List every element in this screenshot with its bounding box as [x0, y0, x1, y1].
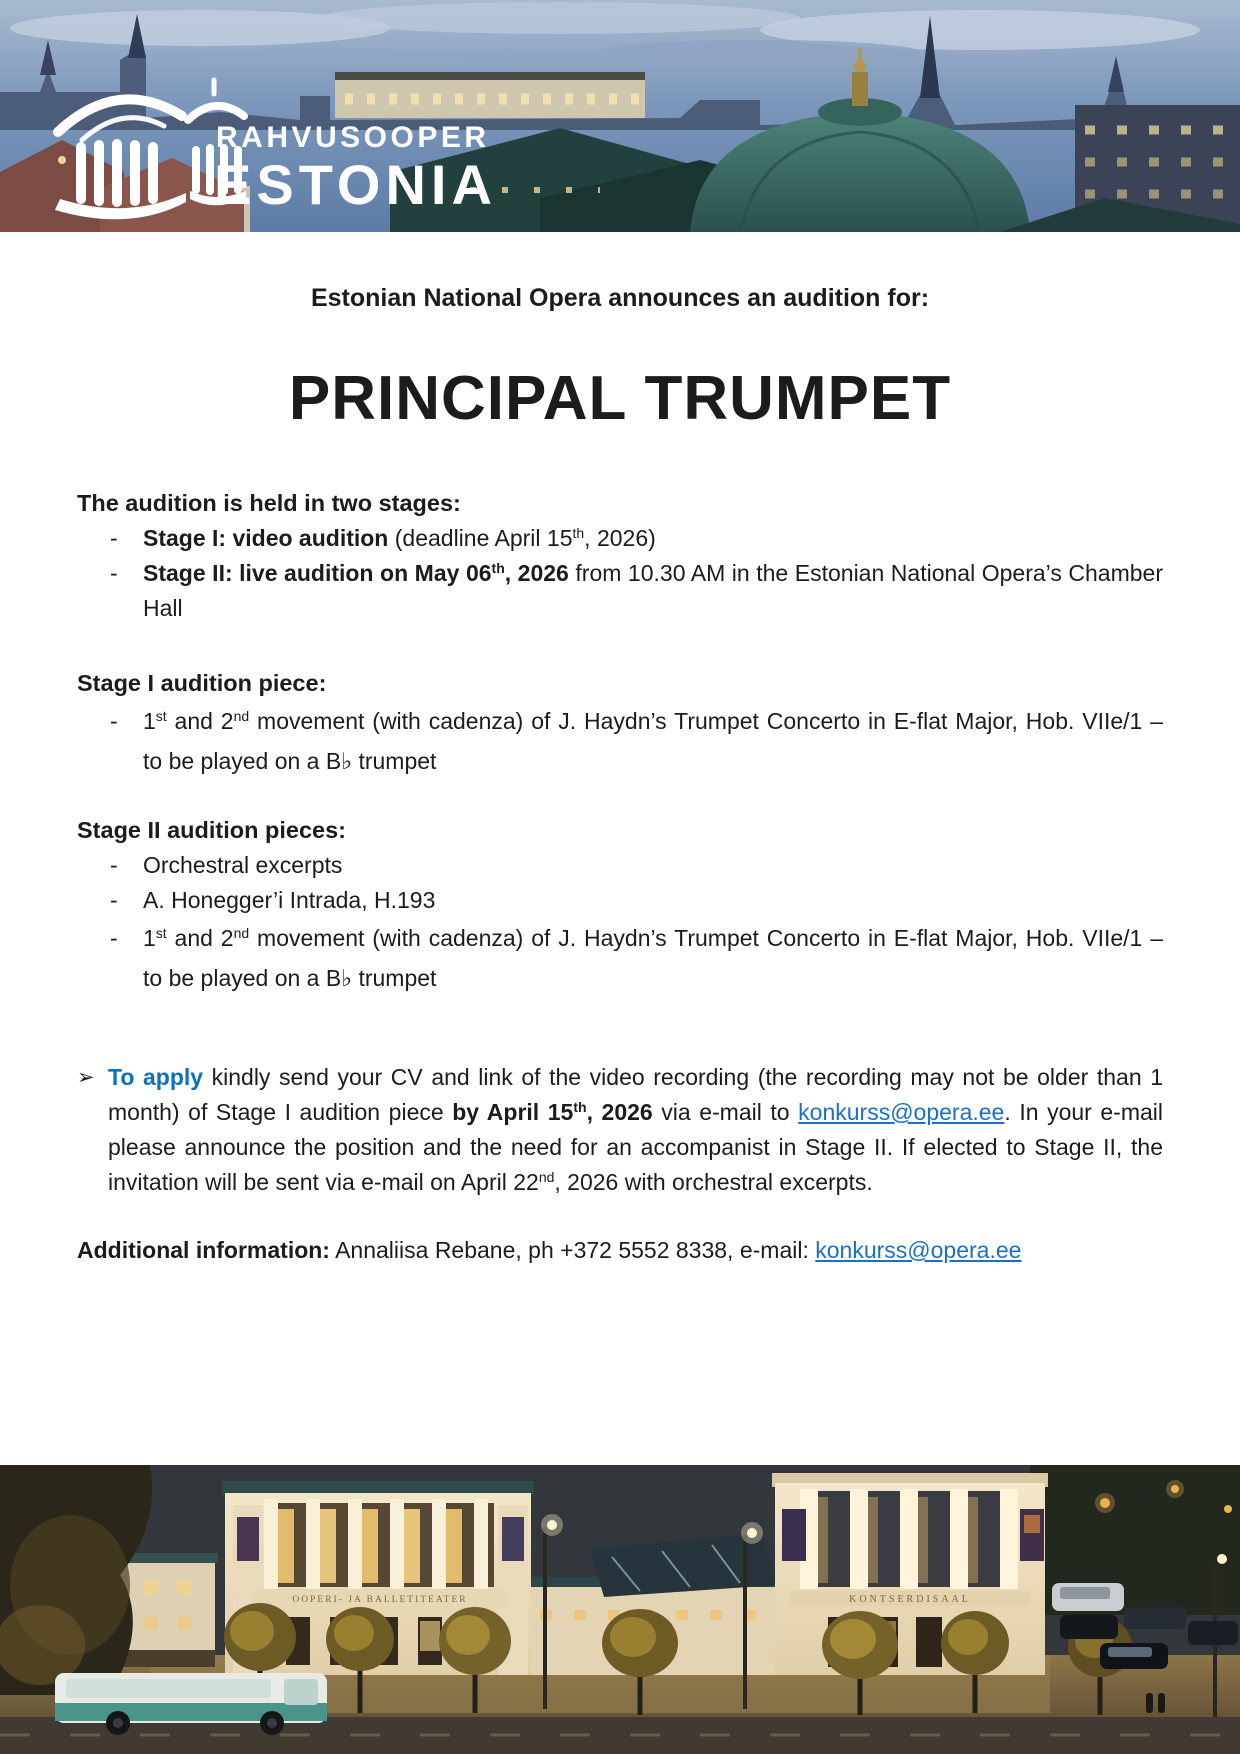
stage2-piece-item-1: [77, 848, 1163, 883]
stages-heading: The audition is held in two stages:: [77, 490, 461, 516]
contact-label: Additional information:: [77, 1237, 330, 1263]
apply-t4: , 2026 with orchestral excerpts.: [554, 1169, 873, 1195]
bullet-dash: -: [110, 708, 118, 734]
header-photo-tallinn-skyline: [0, 0, 1240, 232]
stage2-piece-3-rest: movement (with cadenza) of J. Haydn’s Trumpet Concerto in E-flat Major, Hob. VIIe/1 – to be played on a B♭ trumpet: [143, 925, 1163, 991]
ordinal-1: 1: [143, 925, 156, 951]
stage-overview-item-1: [77, 521, 1163, 556]
stage1-piece-item: [77, 701, 1163, 781]
document-body: [77, 232, 1163, 1291]
stage-overview-item-2: [77, 556, 1163, 626]
stage2-piece-2-text: A. Honegger’i Intrada, H.193: [143, 887, 436, 913]
announcement-line: Estonian National Opera announces an audition for:: [310, 284, 930, 312]
position-title: PRINCIPAL TRUMPET: [288, 364, 952, 433]
superscript-nd: nd: [233, 925, 250, 941]
bullet-dash: -: [110, 560, 118, 586]
stage2-piece-3-text: [143, 918, 1163, 998]
superscript-nd: nd: [233, 708, 250, 724]
stage1-overview-tail: , 2026): [584, 525, 656, 551]
apply-arrow-bullet: ➢: [77, 1066, 95, 1089]
stage1-piece-rest: movement (with cadenza) of J. Haydn’s Trumpet Concerto in E-flat Major, Hob. VIIe/1 – to be played on a B♭ trumpet: [143, 708, 1163, 774]
bullet-dash: -: [110, 852, 118, 878]
contact-text: Annaliisa Rebane, ph +372 5552 8338, e-mail:: [329, 1237, 816, 1263]
bullet-dash: -: [110, 887, 118, 913]
superscript-th: th: [573, 1099, 587, 1115]
bullet-dash: -: [110, 525, 118, 551]
stage1-piece-text: [143, 701, 1163, 781]
stage2-piece-item-2: [77, 883, 1163, 918]
stage2-overview-regular: from 10.30 AM in the Estonian National Opera’s Chamber Hall: [143, 560, 1163, 621]
stage2-piece-1-text: Orchestral excerpts: [143, 852, 343, 878]
superscript-th: th: [491, 560, 505, 576]
ordinal-1: 1: [143, 708, 156, 734]
stage1-overview-text: [143, 521, 1163, 556]
apply-paragraph: [77, 1060, 1163, 1200]
superscript-st: st: [155, 925, 167, 941]
stage1-overview-bold: Stage I: video audition: [143, 525, 395, 551]
footer-photo-opera-house: [0, 1465, 1240, 1754]
logo-text-rahvusooper: RAHVUSOOPER: [216, 121, 490, 154]
stage2-pieces-heading: Stage II audition pieces:: [77, 817, 346, 843]
apply-deadline-bold-tail: , 2026: [586, 1099, 653, 1125]
stage1-piece-heading: Stage I audition piece:: [77, 670, 327, 696]
facade-text-opera-ballet-theatre: OOPERI- JA BALLETITEATER: [292, 1595, 468, 1605]
superscript-st: st: [155, 708, 167, 724]
apply-deadline-bold: by April 15: [452, 1099, 574, 1125]
contact-email-link[interactable]: konkurss@opera.ee: [815, 1237, 1022, 1263]
superscript-th: th: [572, 525, 585, 541]
header-photo-illustration: [0, 0, 1240, 232]
stage2-piece-item-3: [77, 918, 1163, 998]
apply-t1: kindly send your CV and link of the video recording (the recording may not be older than 1 month) of Stage I audition piece: [108, 1064, 1163, 1125]
logo-text-estonia: ESTONIA: [214, 153, 497, 216]
stage1-overview-regular: (deadline April 15: [394, 525, 573, 551]
apply-lead: To apply: [108, 1064, 204, 1090]
superscript-nd: nd: [538, 1169, 555, 1185]
footer-photo-illustration: [0, 1465, 1240, 1754]
stage2-overview-bold-tail: , 2026: [504, 560, 576, 586]
stage2-overview-text: [143, 556, 1163, 626]
email-link[interactable]: konkurss@opera.ee: [798, 1099, 1005, 1125]
ordinal-2: and 2: [166, 708, 234, 734]
bullet-dash: -: [110, 925, 118, 951]
stage2-overview-bold: Stage II: live audition on May 06: [143, 560, 492, 586]
apply-t2: via e-mail to: [652, 1099, 799, 1125]
ordinal-2: and 2: [166, 925, 234, 951]
facade-text-concert-hall: KONTSERDISAAL: [849, 1594, 971, 1605]
apply-text: [108, 1060, 1163, 1200]
contact-paragraph: [77, 1233, 1163, 1268]
apply-t3: . In your e-mail please announce the position and the need for an accompanist in Stage II. If elected to Stage II, the invitation will be sent via e-mail on April 22: [108, 1099, 1164, 1195]
